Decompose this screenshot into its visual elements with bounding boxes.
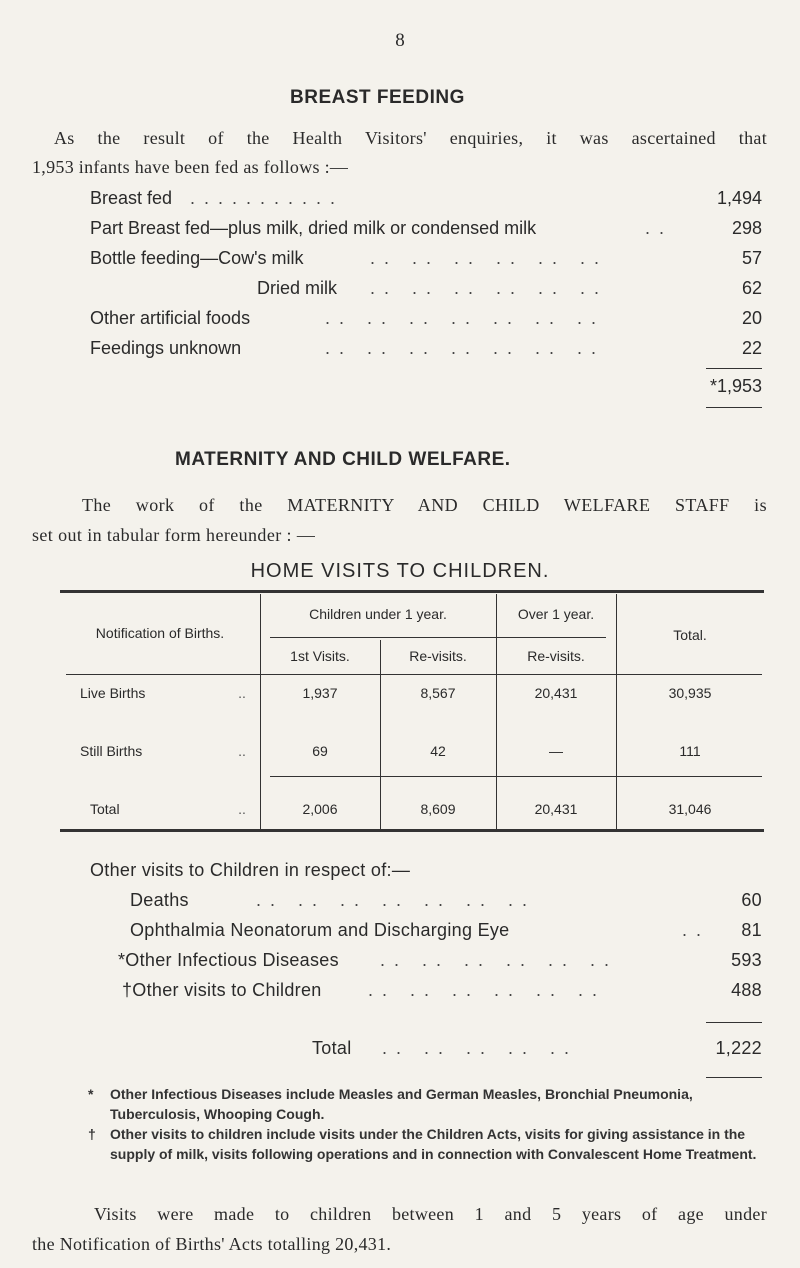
- cell-total: 30,935: [668, 685, 712, 701]
- row-label: Total: [90, 801, 120, 817]
- leader-dots: ..: [238, 685, 246, 701]
- feeding-label: Bottle feeding—Cow's milk: [90, 248, 304, 268]
- header-total: Total.: [673, 627, 707, 643]
- leader-dots: .. .. .. .. .. ..: [370, 248, 609, 268]
- feeding-value: 22: [741, 338, 762, 358]
- leader-dots: .. .. .. .. .. .. ..: [256, 890, 537, 910]
- feeding-value: 57: [741, 248, 762, 268]
- leader-dots: .. .. .. .. .. ..: [370, 278, 609, 298]
- other-visit-value: 488: [731, 980, 762, 1000]
- other-visit-label: Ophthalmia Neonatorum and Discharging Eye: [130, 920, 510, 940]
- other-visit-value: 593: [731, 950, 762, 970]
- maternity-heading: MATERNITY AND CHILD WELFARE.: [175, 449, 511, 470]
- other-visit-row: [118, 950, 762, 980]
- cell-first: 2,006: [302, 801, 338, 817]
- leader-dots: ...........: [190, 188, 345, 208]
- intro-line: The work of the MATERNITY AND CHILD WELFARE STAFF is: [82, 495, 767, 515]
- other-visit-row: [130, 890, 762, 920]
- header-subrule: [270, 637, 606, 638]
- other-visits-total-value: 1,222: [715, 1038, 762, 1058]
- page-number: 8: [395, 30, 405, 51]
- other-visits-intro: Other visits to Children in respect of:—: [90, 860, 411, 880]
- other-visits-total-row: [312, 1038, 762, 1068]
- leader-dots: .. .. .. .. .. ..: [380, 950, 619, 970]
- col-divider: [496, 594, 497, 832]
- total-rule: [706, 1077, 762, 1078]
- other-visit-row: [130, 920, 762, 950]
- col-divider: [260, 594, 261, 832]
- row-label: Live Births: [80, 685, 146, 701]
- total-rule: [706, 1022, 762, 1023]
- footnote-text: Other visits to children include visits under the Children Acts, visits for giving assistance in the supply of milk, visits following operations and in connection with Convalescent Home Treatment.: [110, 1126, 757, 1162]
- leader-dots: .. .. .. .. .. .. ..: [325, 308, 606, 328]
- total-rule: [270, 776, 762, 777]
- intro-line: As the result of the Health Visitors' enquiries, it was ascertained that: [54, 128, 767, 148]
- cell-revisits: 8,609: [420, 801, 456, 817]
- leader-dots: ..: [645, 218, 674, 238]
- home-visits-title: HOME VISITS TO CHILDREN.: [250, 560, 550, 582]
- other-visits-total-label: Total: [312, 1038, 352, 1058]
- feeding-value: 1,494: [716, 188, 762, 208]
- header-children-under: Children under 1 year.: [309, 606, 447, 622]
- header-over-revisits: Re-visits.: [527, 648, 585, 664]
- leader-dots: ..: [238, 743, 246, 759]
- other-visit-value: 60: [741, 890, 762, 910]
- footnote-text: Other Infectious Diseases include Measles and German Measles, Bronchial Pneumonia, Tuberculosis, Whooping Cough.: [110, 1086, 693, 1122]
- breast-feeding-heading: BREAST FEEDING: [290, 87, 465, 108]
- footnote-mark: *: [88, 1086, 94, 1102]
- footnote-mark: †: [88, 1126, 96, 1142]
- other-visit-value: 81: [741, 920, 762, 940]
- leader-dots: ..: [682, 920, 711, 940]
- header-bottom-rule: [66, 674, 762, 675]
- other-visit-label: Deaths: [130, 890, 189, 910]
- header-revisits: Re-visits.: [409, 648, 467, 664]
- leader-dots: .. .. .. .. .. ..: [368, 980, 607, 1000]
- cell-revisits: 8,567: [420, 685, 456, 701]
- cell-total: 31,046: [668, 801, 712, 817]
- col-divider: [616, 594, 617, 832]
- cell-revisits: 42: [430, 743, 446, 759]
- header-notification: Notification of Births.: [95, 625, 225, 641]
- cell-over: 20,431: [534, 801, 578, 817]
- header-first-visits: 1st Visits.: [290, 648, 350, 664]
- cell-first: 1,937: [302, 685, 338, 701]
- feeding-label: Feedings unknown: [90, 338, 242, 358]
- feeding-value: 20: [741, 308, 762, 328]
- leader-dots: ..: [238, 801, 246, 817]
- cell-over: 20,431: [534, 685, 578, 701]
- intro-line: set out in tabular form hereunder : —: [32, 525, 316, 545]
- feeding-label: Breast fed: [90, 188, 173, 208]
- leader-dots: .. .. .. .. .. .. ..: [325, 338, 606, 358]
- feeding-total: *1,953: [709, 376, 762, 396]
- table-top-rule: [60, 590, 764, 593]
- cell-over: —: [549, 743, 563, 759]
- cell-first: 69: [312, 743, 328, 759]
- feeding-label: Other artificial foods: [90, 308, 251, 328]
- closing-line: the Notification of Births' Acts totalling 20,431.: [32, 1234, 392, 1254]
- other-visit-label: *Other Infectious Diseases: [118, 950, 339, 970]
- feeding-value: 62: [741, 278, 762, 298]
- table-bottom-rule: [60, 829, 764, 832]
- closing-paragraph: [32, 1199, 767, 1259]
- feeding-value: 298: [731, 218, 762, 238]
- footnote: [88, 1084, 768, 1124]
- feeding-label: Dried milk: [257, 278, 338, 298]
- cell-total: 111: [679, 743, 701, 759]
- feeding-label: Part Breast fed—plus milk, dried milk or condensed milk: [90, 218, 537, 238]
- footnote: [88, 1124, 768, 1184]
- other-visit-label: †Other visits to Children: [122, 980, 322, 1000]
- row-label: Still Births: [80, 743, 143, 759]
- intro-line: 1,953 infants have been fed as follows :—: [32, 157, 349, 177]
- closing-line: Visits were made to children between 1 and 5 years of age under: [94, 1204, 767, 1224]
- leader-dots: .. .. .. .. ..: [382, 1038, 579, 1058]
- other-visit-row: [122, 980, 762, 1010]
- header-over: Over 1 year.: [517, 606, 595, 622]
